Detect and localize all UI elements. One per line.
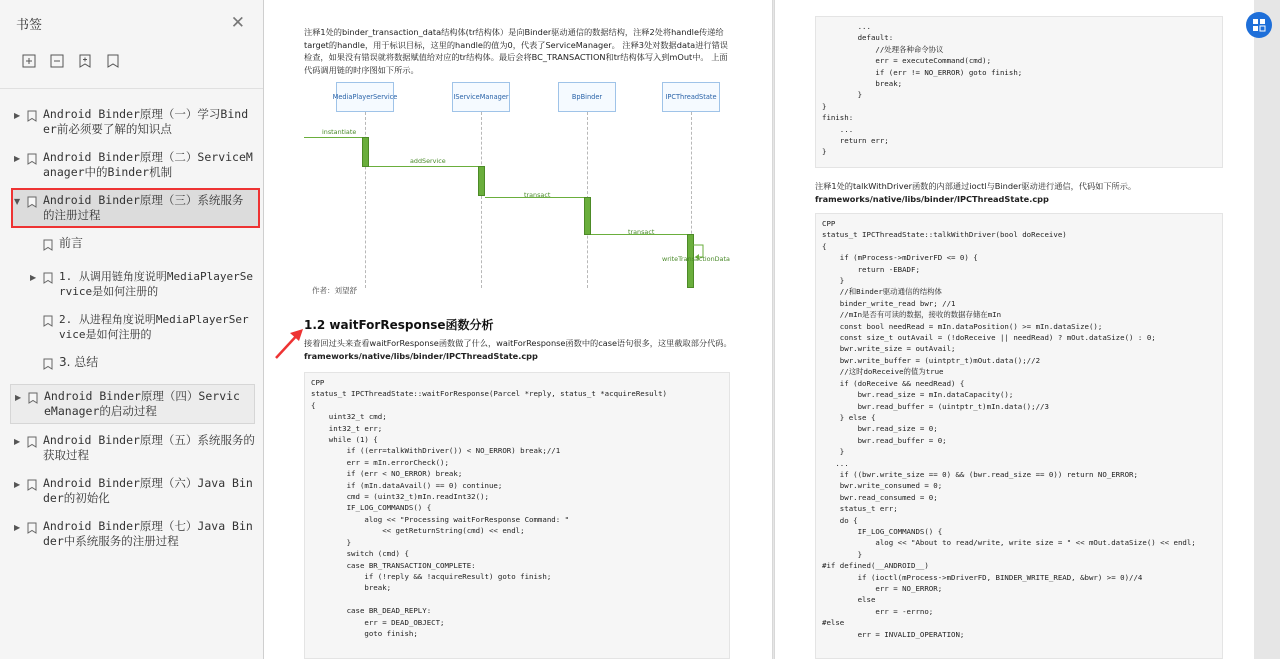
activation-bar [584, 197, 591, 235]
bookmark-item[interactable] [0, 515, 263, 553]
activation-bar [362, 137, 369, 167]
message-label: writeTransactionData [662, 255, 730, 263]
bookmark-label: Android Binder原理（三）系统服务的注册过程 [43, 193, 244, 222]
caret-right-icon[interactable]: ▶ [14, 154, 21, 163]
app-store-icon[interactable] [1246, 12, 1272, 38]
bookmark-flag-icon [28, 392, 38, 404]
sidebar-title: 书签 [16, 17, 43, 33]
lifeline-box: IServiceManager [452, 82, 510, 112]
code-text: status_t IPCThreadState::talkWithDriver(bool doReceive) { if (mProcess->mDriverFD <= 0) { return -EBADF; } //和Binder驱动通信的结构体 binder_write_read bwr; //1 //mIn是否有可读的数据，接收的数据存储在mIn const bool needRead = mIn.dataPosition() >= mIn.dataSize(); const size_t outAvail = (!doReceive || needRead) ? mOut.dataSize() : 0; bwr.write_size = outAvail; bwr.write_buffer = (uintptr_t)mOut.data();//2 //这时doReceive的值为true if (doReceive && needRead) { bwr.read_size = mIn.dataCapacity(); bwr.read_buffer = (uintptr_t)mIn.data();//3 } else { bwr.read_size = 0; bwr.read_buffer = 0; } ... if ((bwr.write_size == 0) && (bwr.read_size == 0)) return NO_ERROR; bwr.write_consumed = 0; bwr.read_consumed = 0; status_t err; do { IF_LOG_COMMANDS() { alog << "About to read/write, write size = " << mOut.dataSize() << endl; } #if defined(__ANDROID__) if (ioctl(mProcess->mDriverFD, BINDER_WRITE_READ, &bwr) >= 0)//4 err = NO_ERROR; else err = -errno; #else err = INVALID_OPERATION; [822, 230, 1196, 639]
caret-right-icon[interactable]: ▶ [14, 523, 21, 532]
bookmark-label: 前言 [59, 236, 84, 250]
sidebar-toolbar [0, 46, 263, 76]
bookmark-subitem[interactable] [0, 308, 263, 346]
code-text: status_t IPCThreadState::waitForResponse(Parcel *reply, status_t *acquireResult) { uint32_t cmd; int32_t err; while (1) { if ((err=talkWithDriver()) < NO_ERROR) break;//1 err = mIn.errorCheck(); if (err < NO_ERROR) break; if (mIn.dataAvail() == 0) continue; cmd = (uint32_t)mIn.readInt32(); IF_LOG_COMMANDS() { alog << "Processing waitForResponse Command: " << getReturnString(cmd) << endl; } switch (cmd) { case BR_TRANSACTION_COMPLETE: if (!reply && !acquireResult) goto finish; break; case BR_DEAD_REPLY: err = DEAD_OBJECT; goto finish; [311, 389, 667, 638]
bookmark-label: Android Binder原理（七）Java Binder中系统服务的注册过程 [43, 519, 253, 548]
code-lang: CPP [311, 378, 325, 387]
add-bookmark-icon[interactable] [76, 52, 94, 70]
bookmark-flag-icon [43, 239, 53, 251]
bookmark-flag-icon [27, 436, 37, 448]
bookmark-label: 3. 总结 [59, 355, 99, 369]
bookmark-icon[interactable] [104, 52, 122, 70]
lifeline [481, 112, 482, 288]
bookmark-item[interactable] [0, 429, 263, 467]
bookmark-label: 2. 从进程角度说明MediaPlayerService是如何注册的 [59, 313, 249, 341]
bookmark-label: Android Binder原理（六）Java Binder的初始化 [43, 476, 253, 505]
annotation-arrow [272, 326, 306, 362]
bookmark-flag-icon [27, 153, 37, 165]
bookmark-flag-icon [43, 315, 53, 327]
sequence-diagram [304, 78, 734, 298]
caret-right-icon[interactable]: ▶ [14, 111, 21, 120]
bookmark-flag-icon [27, 479, 37, 491]
caret-right-icon[interactable]: ▶ [15, 393, 22, 402]
bookmark-flag-icon [43, 358, 53, 370]
code-block [304, 372, 730, 659]
bookmark-item[interactable] [10, 384, 255, 424]
bookmark-subitem[interactable] [0, 351, 263, 379]
message-label: transact [524, 191, 551, 199]
bookmark-item-active[interactable] [12, 189, 259, 227]
bookmark-label: Android Binder原理（二）ServiceManager中的Binder机制 [43, 150, 253, 179]
caret-right-icon[interactable]: ▶ [30, 273, 37, 282]
caret-right-icon[interactable]: ▶ [14, 437, 21, 446]
close-icon[interactable]: ✕ [230, 12, 245, 33]
message-arrow [369, 166, 478, 167]
bookmark-flag-icon [27, 110, 37, 122]
bookmark-item[interactable] [0, 472, 263, 510]
file-path: frameworks/native/libs/binder/IPCThreadState.cpp [815, 194, 1049, 204]
bookmark-flag-icon [27, 196, 37, 208]
message-label: instantiate [322, 128, 357, 136]
section-heading: 1.2 waitForResponse函数分析 [304, 318, 494, 332]
code-lang: CPP [822, 219, 836, 228]
paragraph: 注释1处的talkWithDriver函数的内部通过ioctl与Binder驱动进行通信，代码如下所示。 [815, 181, 1137, 191]
bookmark-list [0, 97, 263, 553]
bookmark-item[interactable] [0, 146, 263, 184]
intro-paragraph: 注释1处的binder_transaction_data结构体(tr结构体）是向Binder驱动通信的数据结构，注释2处将handle传递给target的handle，用于标识目标，这里的handle的值为0，代表了ServiceManager。 注释3处对数据data进行错误检查，如果没有错误就将数据赋值给对应的tr结构体。最后会将BC_TRANSACTION和tr结构体写入到mOut中。 上面代码调用链的时序图如下所示。 [304, 27, 728, 75]
code-text: ... default: //处理各种命令协议 err = executeCommand(cmd); if (err != NO_ERROR) goto finish; break; } } finish: ... return err; } [822, 22, 1023, 157]
bookmark-label: Android Binder原理（四）ServiceManager的启动过程 [44, 389, 240, 418]
activation-bar [478, 166, 485, 196]
caret-right-icon[interactable]: ▶ [14, 480, 21, 489]
caret-down-icon[interactable]: ▼ [14, 197, 21, 206]
bookmark-sidebar [0, 0, 264, 659]
bookmark-item[interactable] [0, 103, 263, 141]
lifeline-box: IPCThreadState [662, 82, 720, 112]
sidebar-header [0, 0, 263, 46]
message-label: transact [628, 228, 655, 236]
document-page-right [774, 0, 1254, 659]
bookmark-label: 1. 从调用链角度说明MediaPlayerService是如何注册的 [59, 270, 253, 298]
paragraph: 接着回过头来查看waitForResponse函数做了什么，waitForResponse函数中的case语句很多，这里截取部分代码。 [304, 338, 732, 348]
bookmark-subitem[interactable] [0, 265, 263, 303]
file-path: frameworks/native/libs/binder/IPCThreadState.cpp [304, 351, 538, 361]
diagram-author: 作者：刘望舒 [312, 286, 357, 295]
code-block [815, 16, 1223, 168]
bookmark-label: Android Binder原理（一）学习Binder前必须要了解的知识点 [43, 107, 249, 136]
collapse-all-icon[interactable] [48, 52, 66, 70]
bookmark-flag-icon [43, 272, 53, 284]
bookmark-label: Android Binder原理（五）系统服务的获取过程 [43, 433, 255, 462]
code-block [815, 213, 1223, 659]
expand-all-icon[interactable] [20, 52, 38, 70]
lifeline-box: BpBinder [558, 82, 616, 112]
lifeline-box: MediaPlayerService [336, 82, 394, 112]
message-arrow [304, 137, 362, 138]
bookmark-flag-icon [27, 522, 37, 534]
bookmark-subitem[interactable] [0, 232, 263, 260]
message-label: addService [410, 157, 446, 165]
document-page-left [264, 0, 773, 659]
